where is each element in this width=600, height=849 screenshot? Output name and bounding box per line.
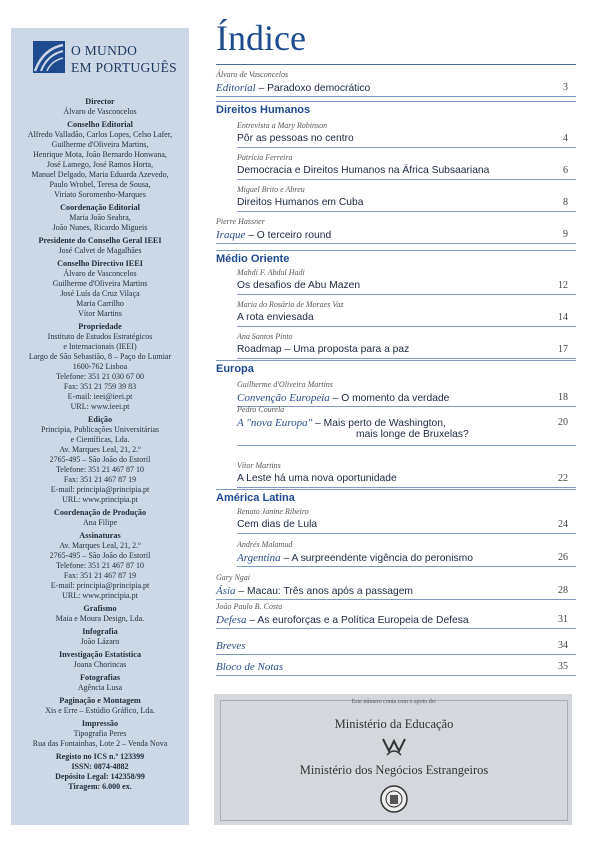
entry-title-text: A Leste há uma nova oportunidade <box>237 473 397 484</box>
masthead-section <box>11 696 189 716</box>
masthead-line: Tiragem: 6.000 ex. <box>68 782 132 791</box>
divider <box>237 179 576 180</box>
masthead-line: ISSN: 0874-4882 <box>71 762 129 771</box>
masthead-section <box>11 97 189 117</box>
entry-page-number: 12 <box>558 280 568 291</box>
divider <box>216 360 576 361</box>
divider <box>216 250 576 251</box>
entry-page-number: 34 <box>558 640 568 651</box>
entry-section-label: Editorial <box>216 82 256 94</box>
masthead-sidebar <box>11 28 189 825</box>
divider <box>237 533 576 534</box>
masthead-section-title: Conselho Editorial <box>67 120 133 129</box>
entry-title-text: Pôr as pessoas no centro <box>237 133 354 144</box>
entry-page-number: 22 <box>558 473 568 484</box>
entry-title-text: A rota enviesada <box>237 312 314 323</box>
divider <box>216 675 576 676</box>
masthead-line: Alfredo Valladão, Carlos Lopes, Celso Lafer, <box>27 130 173 139</box>
ministry-education-emblem-icon <box>381 735 407 757</box>
masthead-line: Vítor Martins <box>78 309 122 318</box>
masthead-line: Henrique Mota, João Bernardo Honwana, <box>33 150 167 159</box>
entry-page-number: 6 <box>563 165 568 176</box>
entry-page-number: 28 <box>558 585 568 596</box>
entry-section-label: Bloco de Notas <box>216 661 284 673</box>
masthead-line: Maria João Seabra, <box>69 213 131 222</box>
entry-author: Mahdi F. Abdul Hadi <box>237 268 305 277</box>
entry-title[interactable] <box>216 280 576 291</box>
index-entry <box>216 332 576 355</box>
entry-title[interactable] <box>216 640 576 652</box>
entry-page-number: 14 <box>558 312 568 323</box>
masthead-section-title: Assinaturas <box>79 531 121 540</box>
index-section-heading <box>216 492 576 504</box>
entry-author: Entrevista a Mary Robinson <box>237 121 328 130</box>
masthead-section-title: Infografia <box>82 627 118 636</box>
masthead-line: Rua das Fontainhas, Lote 2 – Venda Nova <box>32 739 168 748</box>
entry-title-text: Direitos Humanos em Cuba <box>237 197 364 208</box>
section-heading-text: América Latina <box>216 492 295 504</box>
masthead-line: Fax: 351 21 467 87 19 <box>63 571 137 580</box>
index-entry <box>216 640 576 652</box>
masthead-line: Agência Lusa <box>77 683 123 692</box>
masthead-line: Depósito Legal: 142358/99 <box>55 772 145 781</box>
entry-title-text: Cem dias de Lula <box>237 519 318 530</box>
masthead-line: Viriato Soromenho-Marques <box>54 190 146 199</box>
index-entry <box>216 507 576 530</box>
entry-section-label: Argentina <box>237 552 281 564</box>
masthead-line: Tipografia Peres <box>73 729 127 738</box>
index-entry <box>216 573 576 597</box>
masthead-line: 2765-495 – São João do Estoril <box>49 551 151 560</box>
masthead-section-title: Impressão <box>81 719 119 728</box>
entry-title[interactable] <box>216 229 576 241</box>
index-section-heading <box>216 253 576 265</box>
entry-title-text: Roadmap – Uma proposta para a paz <box>237 344 410 355</box>
entry-section-label: Ásia <box>216 585 236 597</box>
entry-title-text: – O terceiro round <box>245 230 332 241</box>
entry-author: Ana Santos Pinto <box>237 332 293 341</box>
entry-author: Álvaro de Vasconcelos <box>216 70 289 79</box>
entry-author: Andrés Malamud <box>237 540 293 549</box>
masthead-line: Telefone: 351 21 467 87 10 <box>55 561 145 570</box>
entry-title-text: – A surpreendente vigência do peronismo <box>280 553 473 564</box>
index-entry <box>216 185 576 208</box>
title-rule <box>216 64 576 65</box>
index-entry <box>216 602 576 626</box>
entry-title[interactable] <box>216 552 576 564</box>
entry-section-label: A "nova Europa" <box>237 417 313 429</box>
masthead-section <box>11 508 189 528</box>
masthead-line: Ana Filipe <box>83 518 117 527</box>
entry-author: Patrícia Ferreira <box>237 153 293 162</box>
coat-of-arms-icon <box>378 783 410 815</box>
divider <box>237 211 576 212</box>
entry-section-label: Convenção Europeia <box>237 392 330 404</box>
divider <box>216 96 576 97</box>
masthead-line: Instituto de Estudos Estratégicos <box>47 332 153 341</box>
divider <box>216 599 576 600</box>
masthead-section <box>11 752 189 792</box>
index-entry <box>216 461 576 484</box>
masthead-section-title: Investigação Estatística <box>58 650 142 659</box>
entry-title[interactable] <box>216 165 576 176</box>
masthead-section <box>11 259 189 319</box>
magazine-logo <box>11 36 189 94</box>
masthead-section <box>11 322 189 412</box>
entry-title[interactable] <box>216 585 576 597</box>
entry-page-number: 9 <box>563 229 568 240</box>
entry-title-text: – As euroforças e a Política Europeia de Defesa <box>246 615 469 626</box>
divider <box>216 489 576 490</box>
masthead-section-title: Coordenação Editorial <box>60 203 140 212</box>
entry-section-label: Defesa <box>216 614 247 626</box>
entry-page-number: 8 <box>563 197 568 208</box>
masthead-section <box>11 531 189 601</box>
entry-title-text: Os desafios de Abu Mazen <box>237 280 361 291</box>
entry-section-label: Iraque <box>216 229 246 241</box>
masthead-section-title: Conselho Directivo IEEI <box>57 259 143 268</box>
entry-page-number: 17 <box>558 344 568 355</box>
masthead-line: E-mail: ieei@ieei.pt <box>67 392 133 401</box>
index-entry <box>216 217 576 241</box>
entry-page-number: 24 <box>558 519 568 530</box>
divider <box>237 445 576 446</box>
masthead-line: Av. Marques Leal, 21, 2.º <box>59 445 141 454</box>
masthead-line: Guilherme d'Oliveira Martins <box>52 279 148 288</box>
masthead-line: Manuel Delgado, Maria Eduarda Azevedo, <box>31 170 169 179</box>
entry-author: Pierre Hassner <box>216 217 265 226</box>
divider <box>237 487 576 488</box>
masthead-section <box>11 673 189 693</box>
masthead-section <box>11 415 189 505</box>
index-entry <box>216 70 576 94</box>
masthead-section-title: Grafismo <box>83 604 117 613</box>
entry-page-number: 18 <box>558 392 568 403</box>
index-entry <box>216 268 576 291</box>
masthead-line: E-mail: principia@principia.pt <box>50 485 150 494</box>
masthead-line: Principia, Publicações Universitárias <box>41 425 159 434</box>
entry-title[interactable] <box>216 197 576 208</box>
masthead-line: URL: www.principia.pt <box>62 495 138 504</box>
sponsor-box <box>214 694 572 825</box>
entry-author: João Paulo B. Costa <box>216 602 283 611</box>
entry-title-text: Democracia e Direitos Humanos na África Subsaariana <box>237 165 490 176</box>
masthead-line: 2765-495 – São João do Estoril <box>49 455 151 464</box>
masthead-line: Maia e Moura Design, Lda. <box>55 614 145 623</box>
masthead-section <box>11 236 189 256</box>
entry-title-continued: mais longe de Bruxelas? <box>356 429 469 440</box>
entry-page-number: 35 <box>558 661 568 672</box>
entry-section-label: Breves <box>216 640 246 652</box>
entry-page-number: 3 <box>563 82 568 93</box>
entry-page-number: 20 <box>558 417 568 428</box>
masthead-line: José Lamego, José Ramos Horta, <box>46 160 154 169</box>
index-entry <box>216 661 576 673</box>
globe-logo-icon <box>33 41 65 73</box>
index-entry <box>216 405 576 440</box>
masthead-section-title: Paginação e Montagem <box>59 696 141 705</box>
entry-author: Pedro Courela <box>237 405 285 414</box>
masthead-line: 1600-762 Lisboa <box>72 362 128 371</box>
entry-title[interactable] <box>216 519 576 530</box>
masthead-line: Registo no ICS n.º 123399 <box>55 752 145 761</box>
masthead-line: Largo de São Sebastião, 8 – Paço do Lumiar <box>28 352 172 361</box>
divider <box>216 243 576 244</box>
sponsor-box-frame <box>220 700 568 821</box>
masthead-section-title: Presidente do Conselho Geral IEEI <box>38 236 162 245</box>
masthead-line: Joana Chorincas <box>73 660 127 669</box>
section-heading-text: Médio Oriente <box>216 253 290 265</box>
masthead-line: Fax: 351 21 759 39 83 <box>63 382 137 391</box>
masthead-line: URL: www.principia.pt <box>62 591 138 600</box>
masthead-section-title: Coordenação de Produção <box>53 508 147 517</box>
masthead-line: E-mail: principia@principia.pt <box>50 581 150 590</box>
divider <box>216 101 576 102</box>
divider <box>237 147 576 148</box>
masthead-section <box>11 650 189 670</box>
entry-title-text: – Paradoxo democrático <box>255 83 371 94</box>
index-content <box>216 0 576 673</box>
entry-title-text: – O momento da verdade <box>329 393 450 404</box>
divider <box>237 326 576 327</box>
entry-title[interactable] <box>216 392 576 404</box>
section-heading-text: Direitos Humanos <box>216 104 311 116</box>
masthead-section-title: Propriedade <box>78 322 122 331</box>
masthead-line: Maria Carrilho <box>76 299 124 308</box>
entry-author: Guilherme d'Oliveira Martins <box>237 380 333 389</box>
masthead-line: Xis e Erre – Estúdio Gráfico, Lda. <box>45 706 155 715</box>
masthead-line: João Nunes, Ricardo Migueis <box>52 223 148 232</box>
masthead-section <box>11 120 189 200</box>
entry-author: Vítor Martins <box>237 461 281 470</box>
entry-title[interactable] <box>216 82 576 94</box>
ministry-foreign-affairs: Ministério dos Negócios Estrangeiros <box>299 763 489 777</box>
masthead-line: URL: www.ieei.pt <box>70 402 130 411</box>
masthead-line: Álvaro de Vasconcelos <box>63 269 137 278</box>
masthead-line: Telefone: 351 21 467 87 10 <box>55 465 145 474</box>
ministry-education: Ministério da Educação <box>334 717 454 731</box>
entry-title[interactable] <box>216 473 576 484</box>
index-entry <box>216 153 576 176</box>
entry-title[interactable] <box>216 661 576 673</box>
masthead-section <box>11 604 189 624</box>
divider <box>237 358 576 359</box>
masthead-line: Telefone: 351 21 030 67 00 <box>55 372 145 381</box>
masthead-section-title: Edição <box>87 415 113 424</box>
sponsor-note: Este número conta com o apoio do: <box>351 699 437 705</box>
masthead-line: Guilherme d'Oliveira Martins, <box>51 140 149 149</box>
entry-title[interactable] <box>216 133 576 144</box>
masthead-section <box>11 203 189 233</box>
entry-page-number: 26 <box>558 552 568 563</box>
entry-author: Renato Janine Ribeiro <box>237 507 309 516</box>
entry-title[interactable] <box>216 614 576 626</box>
entry-page-number: 4 <box>563 133 568 144</box>
masthead-line: Álvaro de Vasconcelos <box>63 107 137 116</box>
masthead-line: e Científicas, Lda. <box>70 435 130 444</box>
index-entry <box>216 540 576 564</box>
index-entry <box>216 380 576 404</box>
masthead-credits <box>11 97 189 792</box>
index-entry <box>216 121 576 144</box>
masthead-section-title: Director <box>85 97 115 106</box>
entry-page-number: 31 <box>558 614 568 625</box>
masthead-line: João Lázaro <box>80 637 120 646</box>
entry-title-text: – Mais perto de Washington, <box>312 418 446 429</box>
masthead-line: Fax: 351 21 467 87 19 <box>63 475 137 484</box>
entry-title[interactable] <box>216 312 576 323</box>
page-title: Índice <box>216 18 306 58</box>
masthead-line: José Luís da Cruz Vilaça <box>60 289 140 298</box>
masthead-section <box>11 627 189 647</box>
divider <box>216 654 576 655</box>
masthead-line: Paulo Wrobel, Teresa de Sousa, <box>49 180 151 189</box>
index-entry <box>216 300 576 323</box>
logo-text-line2: EM PORTUGUÊS <box>71 60 177 75</box>
logo-text-line1: O MUNDO <box>71 43 138 58</box>
masthead-section <box>11 719 189 749</box>
index-section-heading <box>216 104 576 116</box>
masthead-line: e Internacionais (IEEI) <box>63 342 137 351</box>
entry-title[interactable] <box>216 344 576 355</box>
divider <box>237 294 576 295</box>
masthead-line: José Calvet de Magalhães <box>58 246 142 255</box>
index-section-heading <box>216 363 576 375</box>
entry-title-text: – Macau: Três anos após a passagem <box>235 586 413 597</box>
entry-author: Gary Ngai <box>216 573 250 582</box>
section-heading-text: Europa <box>216 363 254 375</box>
masthead-section-title: Fotografias <box>79 673 121 682</box>
masthead-line: Av. Marques Leal, 21, 2.º <box>59 541 141 550</box>
divider <box>237 566 576 567</box>
entry-author: Maria do Rosário de Moraes Vaz <box>237 300 344 309</box>
entry-title[interactable] <box>216 417 576 429</box>
entry-author: Miguel Brito e Abreu <box>237 185 305 194</box>
divider <box>216 628 576 629</box>
